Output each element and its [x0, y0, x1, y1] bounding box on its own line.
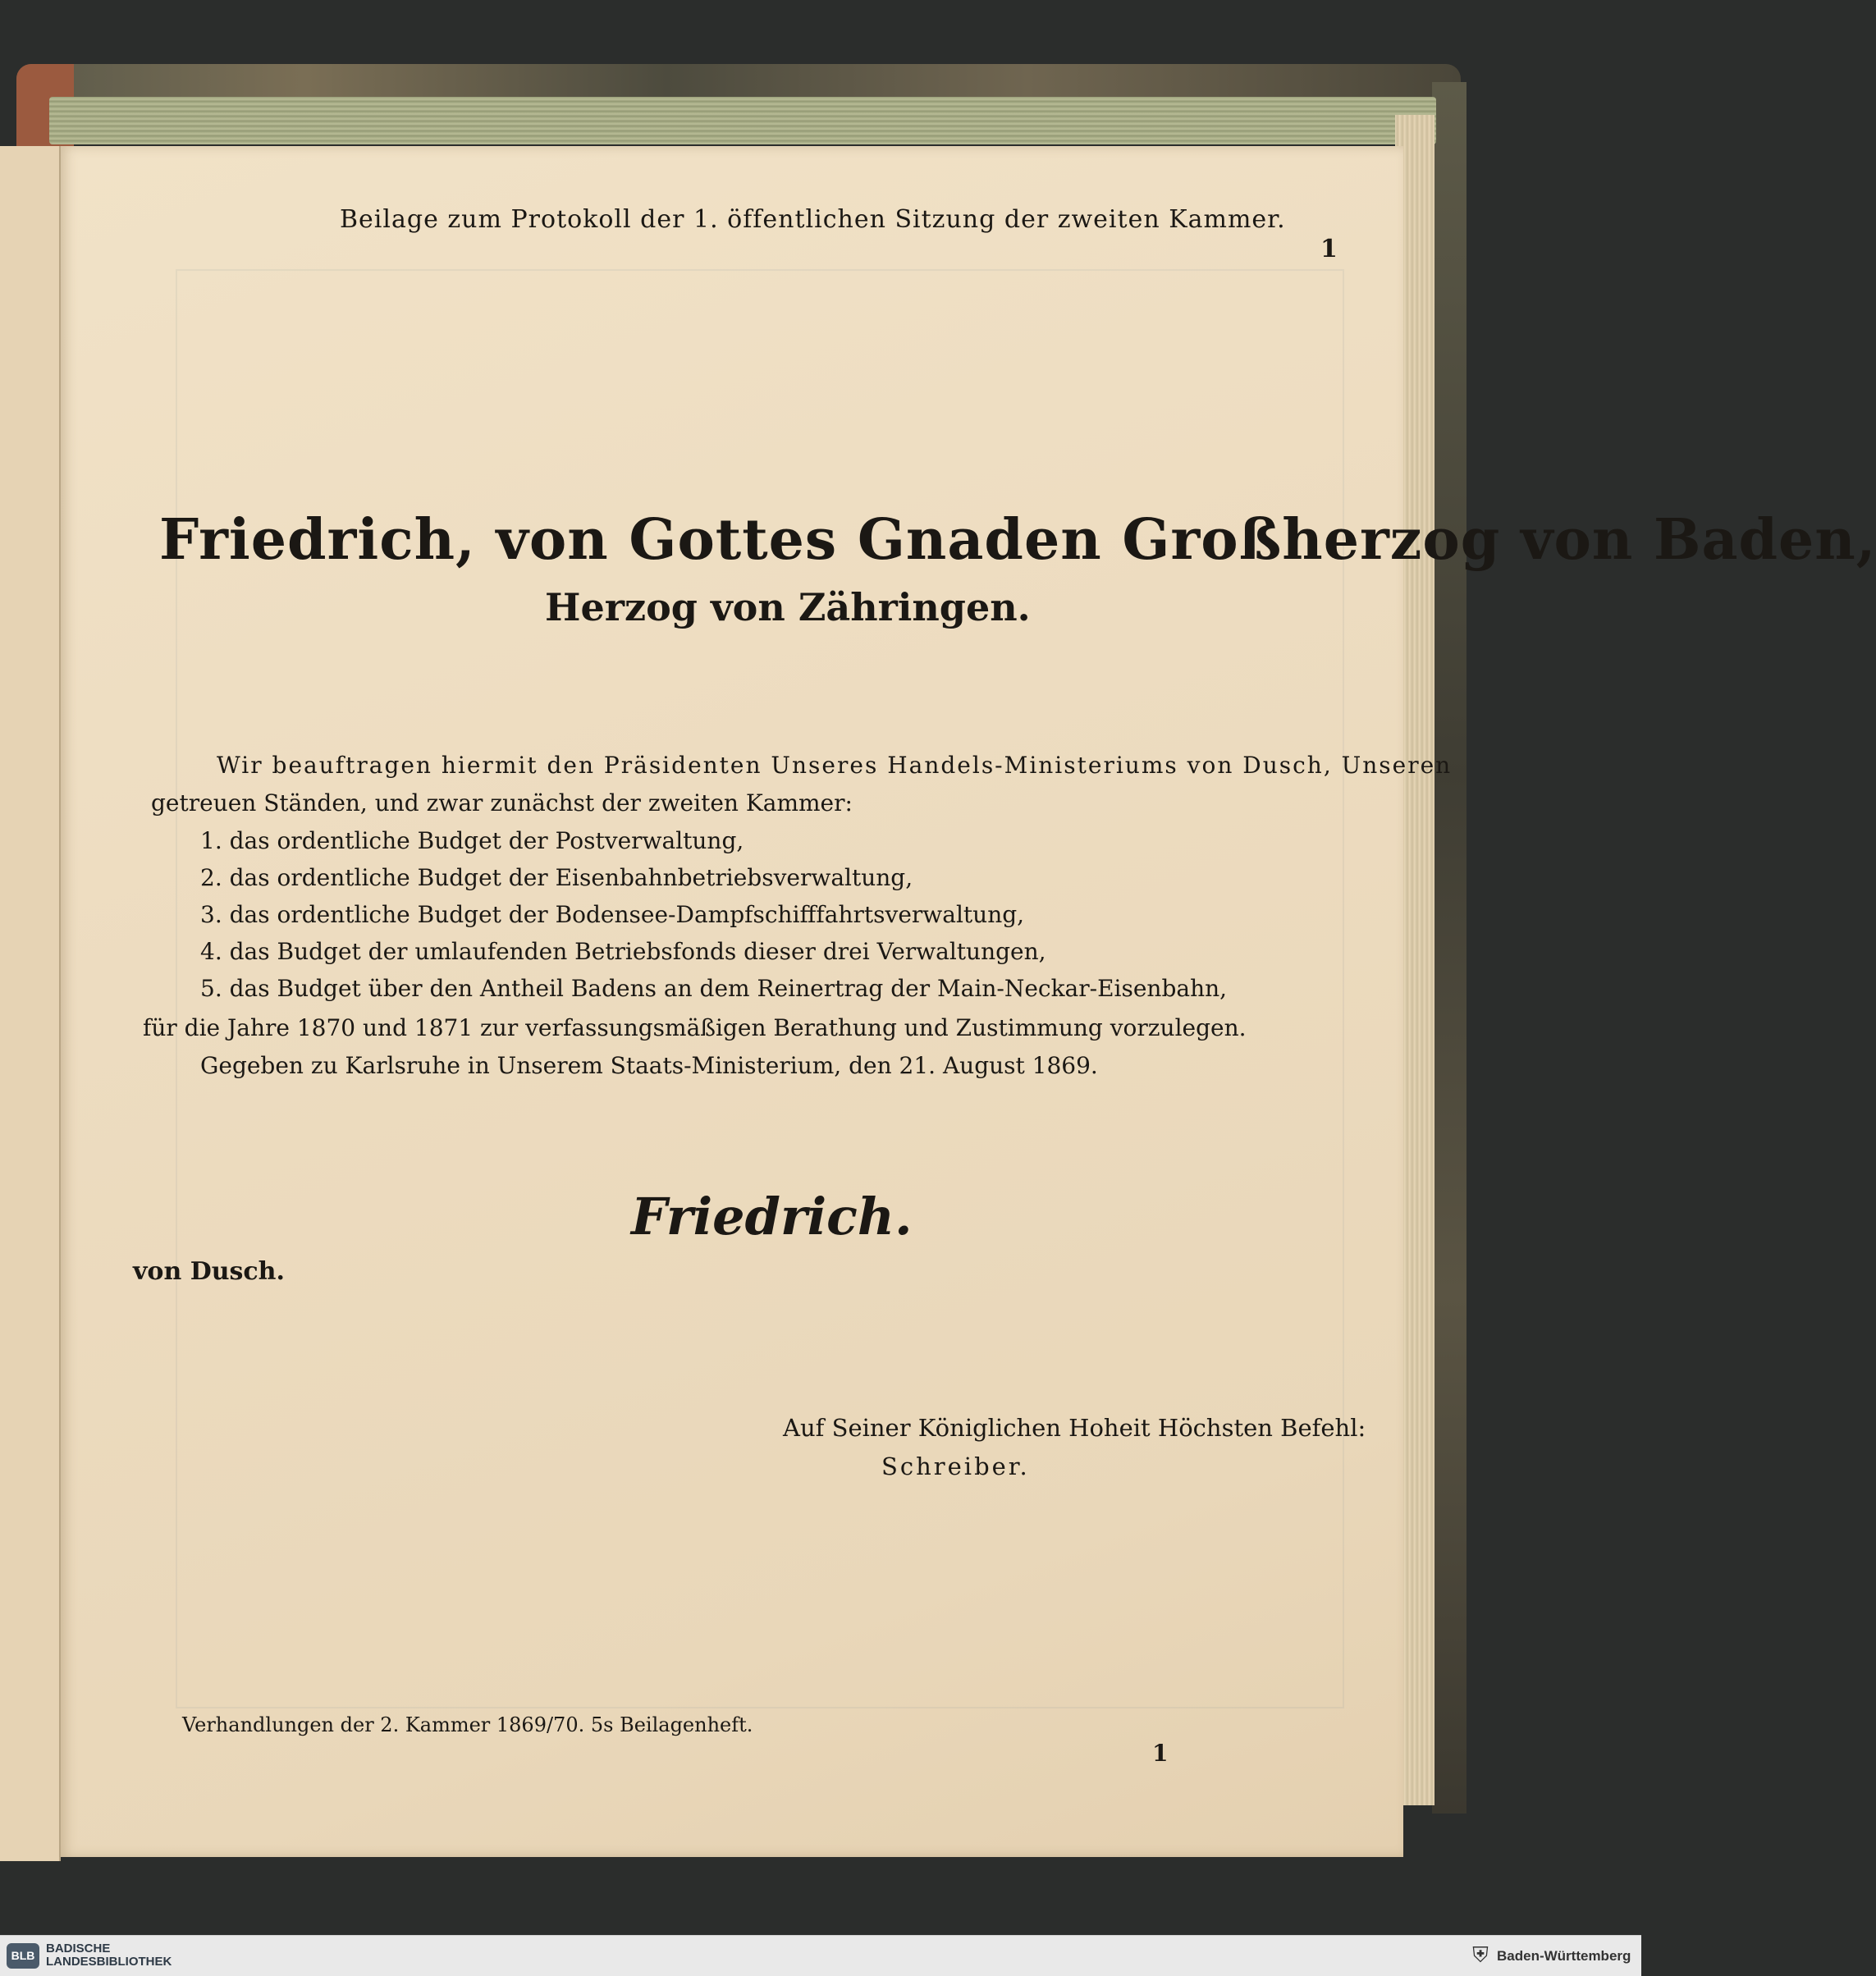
book-cover-right [1432, 82, 1466, 1814]
page-number-bottom: 1 [1152, 1740, 1169, 1767]
page-number-top: 1 [1320, 235, 1338, 263]
document-page [61, 146, 1876, 1857]
signature: Friedrich. [631, 1187, 913, 1246]
countersignature: von Dusch. [133, 1257, 285, 1286]
document-subtitle: Herzog von Zähringen. [545, 585, 1031, 629]
coat-of-arms-icon: ⛨ [1472, 1943, 1489, 1968]
list-item: 1. das ordentliche Budget der Postverwaltung, [200, 827, 744, 854]
library-name-line-1: BADISCHE [46, 1942, 111, 1955]
blb-logo[interactable]: BLB [7, 1943, 39, 1969]
command-line: Auf Seiner Königlichen Hoheit Höchsten Befehl: [783, 1414, 1366, 1442]
list-item: 4. das Budget der umlaufenden Betriebsfonds dieser drei Verwaltungen, [200, 938, 1046, 965]
page-footer: Verhandlungen der 2. Kammer 1869/70. 5s Beilagenheft. [182, 1713, 753, 1736]
list-item: 3. das ordentliche Budget der Bodensee-Dampfschifffahrtsverwaltung, [200, 901, 1025, 928]
library-name-line-2: LANDESBIBLIOTHEK [46, 1955, 172, 1969]
page-header: Beilage zum Protokoll der 1. öffentlichen Sitzung der zweiten Kammer. [340, 205, 1286, 234]
state-name[interactable]: Baden-Württemberg [1497, 1948, 1631, 1964]
intro-line-1: Wir beauftragen hiermit den Präsidenten Unseres Handels-Ministeriums von Dusch, Unseren [217, 752, 1453, 779]
intro-line-2: getreuen Ständen, und zwar zunächst der zweiten Kammer: [151, 789, 853, 816]
given-line: Gegeben zu Karlsruhe in Unserem Staats-Ministerium, den 21. August 1869. [200, 1052, 1098, 1079]
viewer-footer-bar [0, 1935, 1641, 1976]
list-item: 2. das ordentliche Budget der Eisenbahnbetriebsverwaltung, [200, 864, 913, 891]
closing-line: für die Jahre 1870 und 1871 zur verfassungsmäßigen Berathung und Zustimmung vorzulegen. [143, 1014, 1247, 1041]
document-title: Friedrich, von Gottes Gnaden Großherzog von Baden, [159, 507, 1876, 573]
secretary-name: Schreiber. [881, 1452, 1030, 1480]
left-page-edge [0, 146, 61, 1861]
library-name[interactable] [46, 1942, 172, 1969]
page-edges-top [49, 97, 1436, 144]
list-item: 5. das Budget über den Antheil Badens an dem Reinertrag der Main-Neckar-Eisenbahn, [200, 975, 1228, 1002]
